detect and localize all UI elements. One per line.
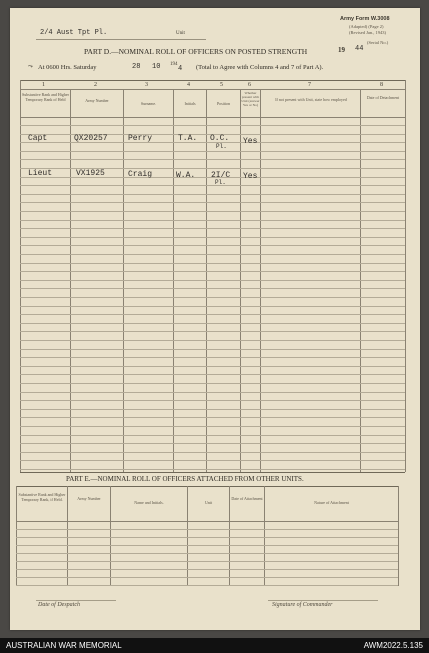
ruled-line: [16, 553, 398, 554]
row-initials: W.A.: [176, 171, 196, 180]
part-e-col-divider-4: [229, 486, 230, 586]
commander-signature-line: [268, 600, 378, 601]
part-e-right-border: [398, 486, 399, 586]
part-e-header-army-number: Army Number: [77, 496, 101, 501]
row-position: O.C.: [210, 134, 230, 143]
row-surname: Craig: [128, 170, 153, 179]
ruled-line: [20, 366, 405, 367]
ruled-line: [16, 529, 398, 530]
header-present: Whether present with Unit (answer Yes or No): [241, 91, 260, 107]
part-e-header-unit: Unit: [204, 500, 213, 505]
ruled-line: [20, 392, 405, 393]
arrow-mark: ⤳: [28, 64, 33, 70]
part-e-header-name: Name and Initials.: [134, 500, 164, 505]
part-e-header-nature: Nature of Attachment: [314, 500, 349, 505]
table-left-border: [20, 80, 21, 472]
serial-label: (Serial No.): [367, 40, 389, 45]
year-value: 44: [355, 45, 364, 53]
ruled-line: [20, 323, 405, 324]
archive-footer: [0, 638, 429, 653]
ruled-line: [20, 383, 405, 384]
ruled-line: [20, 469, 405, 470]
header-date-detachment: Date of Detachment: [366, 95, 400, 100]
part-e-header-divider: [16, 521, 398, 522]
ruled-line: [16, 545, 398, 546]
ruled-line: [20, 452, 405, 453]
ruled-line: [20, 288, 405, 289]
ruled-line: [20, 349, 405, 350]
unit-label: Unit: [176, 31, 185, 36]
header-position: Position: [216, 101, 231, 106]
row-present: Yes: [243, 137, 258, 146]
ruled-line: [16, 537, 398, 538]
header-rank: Substantive Rank and Higher Temporary Rank of Held: [22, 92, 69, 102]
col-number-4: 4: [187, 82, 190, 88]
part-e-col-divider-5: [264, 486, 265, 586]
ruled-line: [20, 245, 405, 246]
unit-value: 2/4 Aust Tpt Pl.: [40, 29, 108, 37]
table-top-border: [20, 80, 405, 81]
ruled-line: [16, 561, 398, 562]
archive-name: AUSTRALIAN WAR MEMORIAL: [6, 641, 122, 650]
col-number-1: 1: [42, 82, 45, 88]
ruled-line: [20, 237, 405, 238]
part-d-title: PART D.—NOMINAL ROLL OF OFFICERS ON POSTED STRENGTH: [84, 47, 308, 56]
col-number-6: 6: [248, 82, 251, 88]
ruled-line: [20, 151, 405, 152]
ruled-line: [16, 585, 398, 586]
archive-accession-number: AWM2022.5.135: [363, 641, 423, 650]
part-e-header-date: Date of Attachment: [231, 496, 263, 501]
col-number-7: 7: [308, 82, 311, 88]
ruled-line: [20, 125, 405, 126]
year-prefix: 19: [338, 46, 345, 54]
row-position-unit: Pl.: [215, 179, 226, 186]
col-number-5: 5: [220, 82, 223, 88]
part-e-title: PART E.—NOMINAL ROLL OF OFFICERS ATTACHED FROM OTHER UNITS.: [66, 475, 304, 483]
revised-note: (Revised Jan., 1943): [349, 30, 386, 35]
part-e-col-divider-3: [187, 486, 188, 586]
date-year-suffix: 4: [178, 65, 183, 73]
row-position-unit: Pl.: [216, 143, 227, 150]
row-present: Yes: [243, 172, 258, 181]
ruled-line: [20, 306, 405, 307]
ruled-line: [20, 443, 405, 444]
row-position: 2I/C: [211, 171, 231, 180]
date-day: 28: [132, 63, 141, 71]
part-e-col-divider-2: [110, 486, 111, 586]
ruled-line: [20, 263, 405, 264]
part-e-header-rank: Substantive Rank and Higher Temporary Rank, if Held.: [18, 492, 66, 502]
ruled-line: [16, 577, 398, 578]
ruled-line: [20, 228, 405, 229]
ruled-line: [20, 435, 405, 436]
ruled-line: [20, 460, 405, 461]
col-number-2: 2: [94, 82, 97, 88]
header-surname: Surname.: [140, 101, 157, 106]
ruled-line: [20, 314, 405, 315]
header-divider: [20, 117, 405, 118]
ruled-line: [20, 185, 405, 186]
date-month: 10: [152, 63, 161, 71]
part-e-col-divider-1: [67, 486, 68, 586]
ruled-line: [20, 340, 405, 341]
ruled-line: [20, 220, 405, 221]
army-form-number: Army Form W.3008: [340, 16, 390, 22]
date-of-despatch-label: Date of Despatch: [38, 602, 80, 608]
ruled-line: [20, 331, 405, 332]
row-army-number: VX1925: [76, 169, 105, 178]
header-army-number: Army Number: [85, 98, 109, 103]
commander-signature-label: Signature of Commander: [272, 602, 333, 608]
row-surname: Perry: [128, 134, 153, 143]
part-e-left-border: [16, 486, 17, 586]
row-rank: Lieut: [28, 169, 53, 178]
ruled-line: [20, 426, 405, 427]
row-initials: T.A.: [178, 134, 198, 143]
ruled-line: [16, 569, 398, 570]
ruled-line: [20, 202, 405, 203]
ruled-line: [20, 400, 405, 401]
ruled-line: [20, 271, 405, 272]
despatch-line: [36, 600, 116, 601]
ruled-line: [20, 280, 405, 281]
row-army-number: QX20257: [74, 134, 108, 143]
header-employed: If not present with Unit, state how employed: [275, 97, 347, 102]
ruled-line: [20, 297, 405, 298]
ruled-line: [20, 194, 405, 195]
ruled-line: [20, 409, 405, 410]
ruled-line: [20, 417, 405, 418]
col-number-8: 8: [380, 82, 383, 88]
ruled-line: [20, 374, 405, 375]
col-number-3: 3: [145, 82, 148, 88]
total-note: (Total to Agree with Columns 4 and 7 of Part A).: [196, 64, 324, 71]
unit-underline: [36, 39, 206, 40]
row-rank: Capt: [28, 134, 48, 143]
header-initials: Initials: [184, 101, 196, 106]
ruled-line: [20, 159, 405, 160]
adapted-note: (Adapted) (Page 2): [349, 24, 384, 29]
part-e-top-border: [16, 486, 398, 487]
date-year-prefix: 194: [170, 62, 178, 67]
at-time-text: At 0600 Hrs. Saturday: [38, 64, 97, 71]
ruled-line: [20, 357, 405, 358]
document-page: [10, 8, 420, 630]
table-right-border: [405, 80, 406, 472]
ruled-line: [20, 254, 405, 255]
table-bottom-border: [20, 472, 405, 473]
ruled-line: [20, 211, 405, 212]
col-number-divider: [20, 89, 405, 90]
